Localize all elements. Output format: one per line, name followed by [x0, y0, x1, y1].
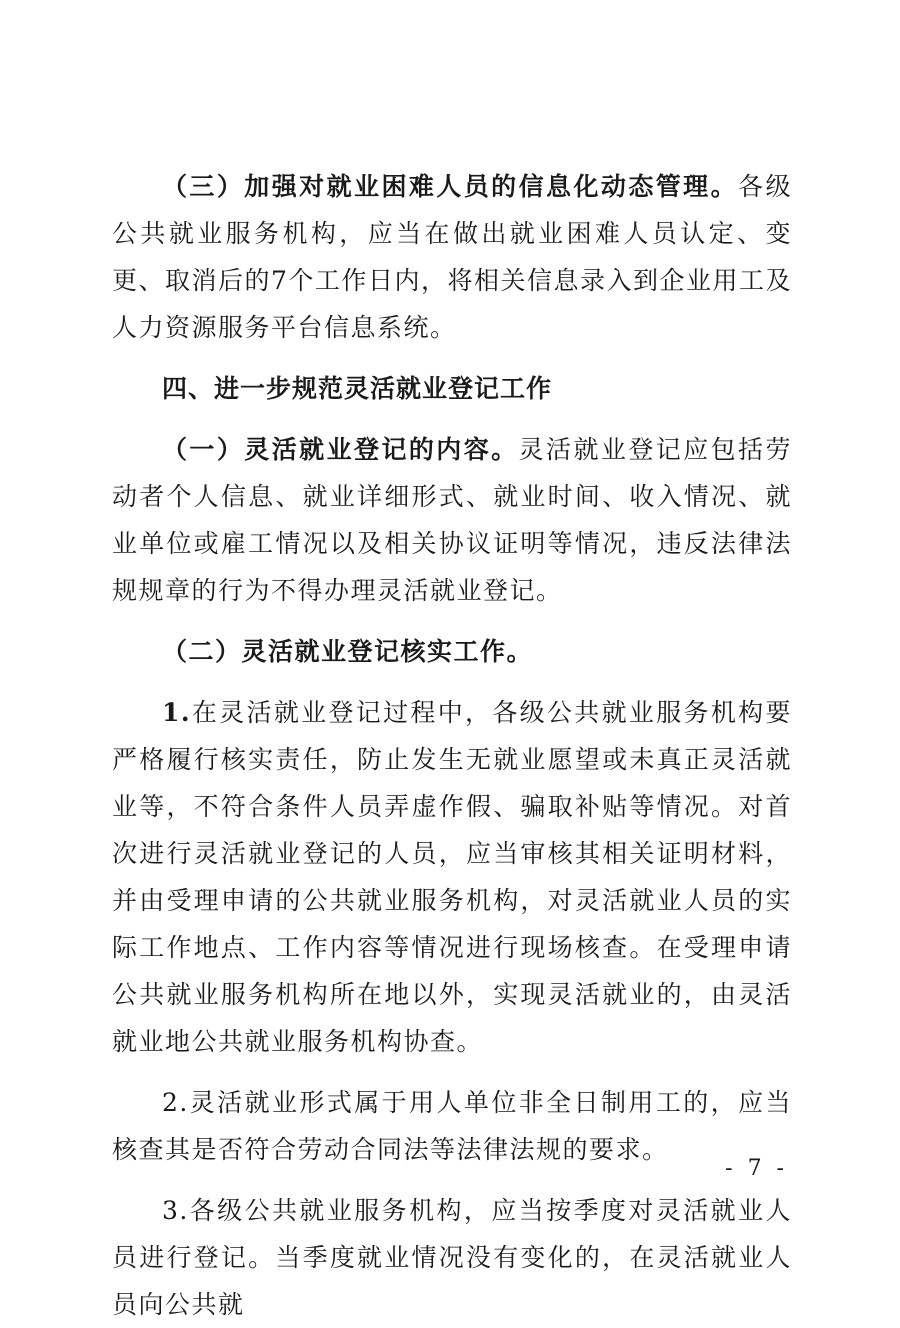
- document-body: [112, 163, 792, 1328]
- paragraph-text: 各级公共就业服务机构，应当在做出就业困难人员认定、变更、取消后的7个工作日内，将相关信息录入到企业用工及人力资源服务平台信息系统。: [112, 172, 792, 342]
- paragraph-text: 3.各级公共就业服务机构，应当按季度对灵活就业人员进行登记。当季度就业情况没有变化的，在灵活就业人员向公共就: [112, 1196, 792, 1319]
- paragraph-registration-content: [112, 426, 792, 614]
- paragraph-item-1: [112, 689, 792, 1065]
- page-number: - 7 -: [725, 1156, 788, 1181]
- section-heading-text: 四、进一步规范灵活就业登记工作: [162, 374, 553, 403]
- item-number: 1.: [162, 698, 192, 727]
- paragraph-bold-lead: （三）加强对就业困难人员的信息化动态管理。: [162, 172, 739, 201]
- paragraph-information-management: [112, 163, 792, 351]
- paragraph-text: 在灵活就业登记过程中，各级公共就业服务机构要严格履行核实责任，防止发生无就业愿望或未真正灵活就业等，不符合条件人员弄虚作假、骗取补贴等情况。对首次进行灵活就业登记的人员，应当审核其相关证明材料，并由受理申请的公共就业服务机构，对灵活就业人员的实际工作地点、工作内容等情况进行现场核查。在受理申请公共就业服务机构所在地以外，实现灵活就业的，由灵活就业地公共就业服务机构协查。: [112, 698, 792, 1056]
- subheading-verification-work: [112, 628, 792, 675]
- section-heading-flexible-employment: [112, 365, 792, 412]
- paragraph-bold-lead: （一）灵活就业登记的内容。: [162, 435, 519, 464]
- paragraph-text: 灵活就业登记应包括劳动者个人信息、就业详细形式、就业时间、收入情况、就业单位或雇工情况以及相关协议证明等情况，违反法律法规规章的行为不得办理灵活就业登记。: [112, 435, 792, 605]
- paragraph-item-2: [112, 1079, 792, 1173]
- paragraph-text: 2.灵活就业形式属于用人单位非全日制用工的，应当核查其是否符合劳动合同法等法律法规的要求。: [112, 1088, 792, 1164]
- paragraph-item-3: [112, 1187, 792, 1328]
- paragraph-bold-lead: （二）灵活就业登记核实工作。: [162, 637, 534, 666]
